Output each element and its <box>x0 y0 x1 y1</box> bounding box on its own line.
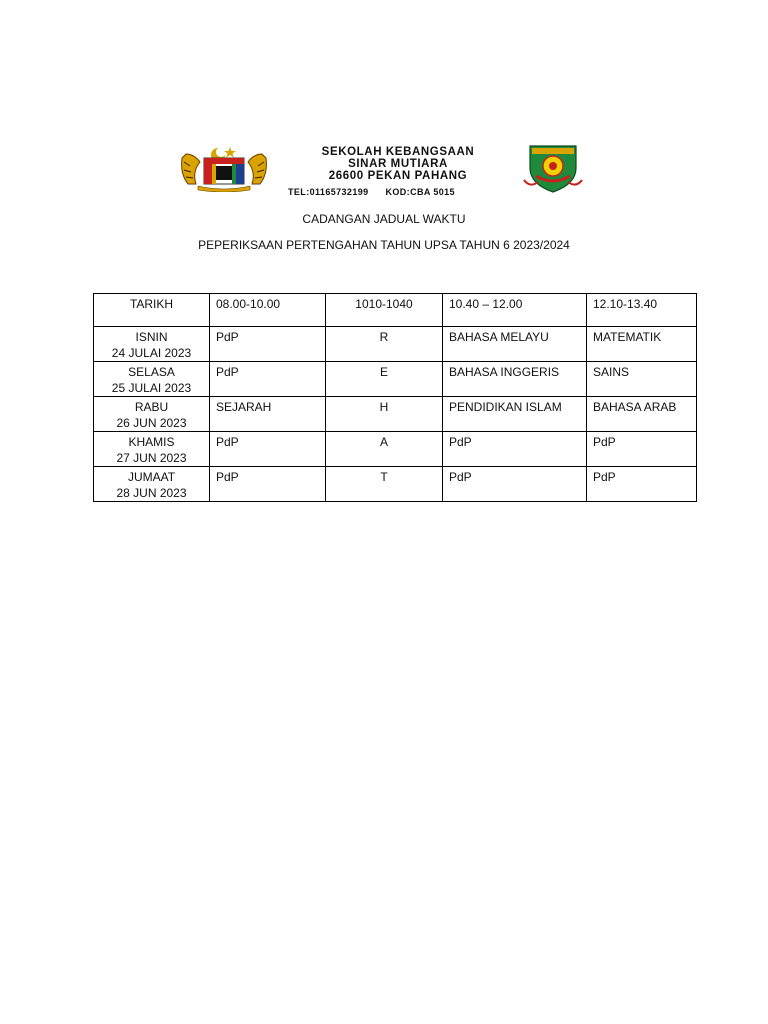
header-slot-3: 12.10-13.40 <box>587 294 697 327</box>
document-title: CADANGAN JADUAL WAKTU <box>302 212 466 226</box>
slot-2-cell: PENDIDIKAN ISLAM <box>443 397 587 432</box>
header-slot-2: 10.40 – 12.00 <box>443 294 587 327</box>
date-label: 26 JUN 2023 <box>116 416 187 430</box>
school-name-line2: SINAR MUTIARA <box>348 158 448 170</box>
slot-1-cell: PdP <box>210 467 326 502</box>
date-cell <box>94 362 210 397</box>
table-row <box>94 397 697 432</box>
school-crest-icon <box>522 142 584 194</box>
table-row <box>94 327 697 362</box>
header-break: 1010-1040 <box>326 294 443 327</box>
day-label: SELASA <box>128 365 175 379</box>
slot-2-cell: BAHASA INGGERIS <box>443 362 587 397</box>
date-label: 28 JUN 2023 <box>116 486 187 500</box>
table-header-row <box>94 294 697 327</box>
header-slot-1: 08.00-10.00 <box>210 294 326 327</box>
break-cell: E <box>326 362 443 397</box>
school-info <box>278 146 518 197</box>
date-cell <box>94 327 210 362</box>
letterhead <box>178 142 590 198</box>
slot-3-cell: SAINS <box>587 362 697 397</box>
date-cell <box>94 397 210 432</box>
date-label: 24 JULAI 2023 <box>111 346 192 360</box>
break-cell: A <box>326 432 443 467</box>
day-label: RABU <box>134 400 169 414</box>
date-cell <box>94 432 210 467</box>
date-label: 27 JUN 2023 <box>116 451 187 465</box>
school-contact <box>278 187 518 197</box>
slot-3-cell: PdP <box>587 467 697 502</box>
school-name-line1: SEKOLAH KEBANGSAAN <box>321 146 475 158</box>
slot-2-cell: BAHASA MELAYU <box>443 327 587 362</box>
slot-1-cell: PdP <box>210 362 326 397</box>
school-code: KOD:CBA 5015 <box>385 187 455 197</box>
break-cell: T <box>326 467 443 502</box>
slot-1-cell: PdP <box>210 327 326 362</box>
day-label: JUMAAT <box>127 470 176 484</box>
break-cell: R <box>326 327 443 362</box>
slot-1-cell: SEJARAH <box>210 397 326 432</box>
school-address: 26600 PEKAN PAHANG <box>328 170 468 182</box>
day-label: ISNIN <box>135 330 168 344</box>
document-subtitle: PEPERIKSAAN PERTENGAHAN TAHUN UPSA TAHUN 6 2023/2024 <box>198 238 570 252</box>
header-date: TARIKH <box>94 294 210 327</box>
slot-3-cell: BAHASA ARAB <box>587 397 697 432</box>
slot-1-cell: PdP <box>210 432 326 467</box>
date-cell <box>94 467 210 502</box>
slot-3-cell: PdP <box>587 432 697 467</box>
break-cell: H <box>326 397 443 432</box>
table-row <box>94 362 697 397</box>
table-row <box>94 432 697 467</box>
table-row <box>94 467 697 502</box>
school-tel: TEL:01165732199 <box>288 187 369 197</box>
slot-3-cell: MATEMATIK <box>587 327 697 362</box>
day-label: KHAMIS <box>128 435 175 449</box>
date-label: 25 JULAI 2023 <box>111 381 192 395</box>
exam-schedule-table <box>93 293 697 502</box>
coat-of-arms-icon <box>178 144 270 192</box>
slot-2-cell: PdP <box>443 432 587 467</box>
slot-2-cell: PdP <box>443 467 587 502</box>
